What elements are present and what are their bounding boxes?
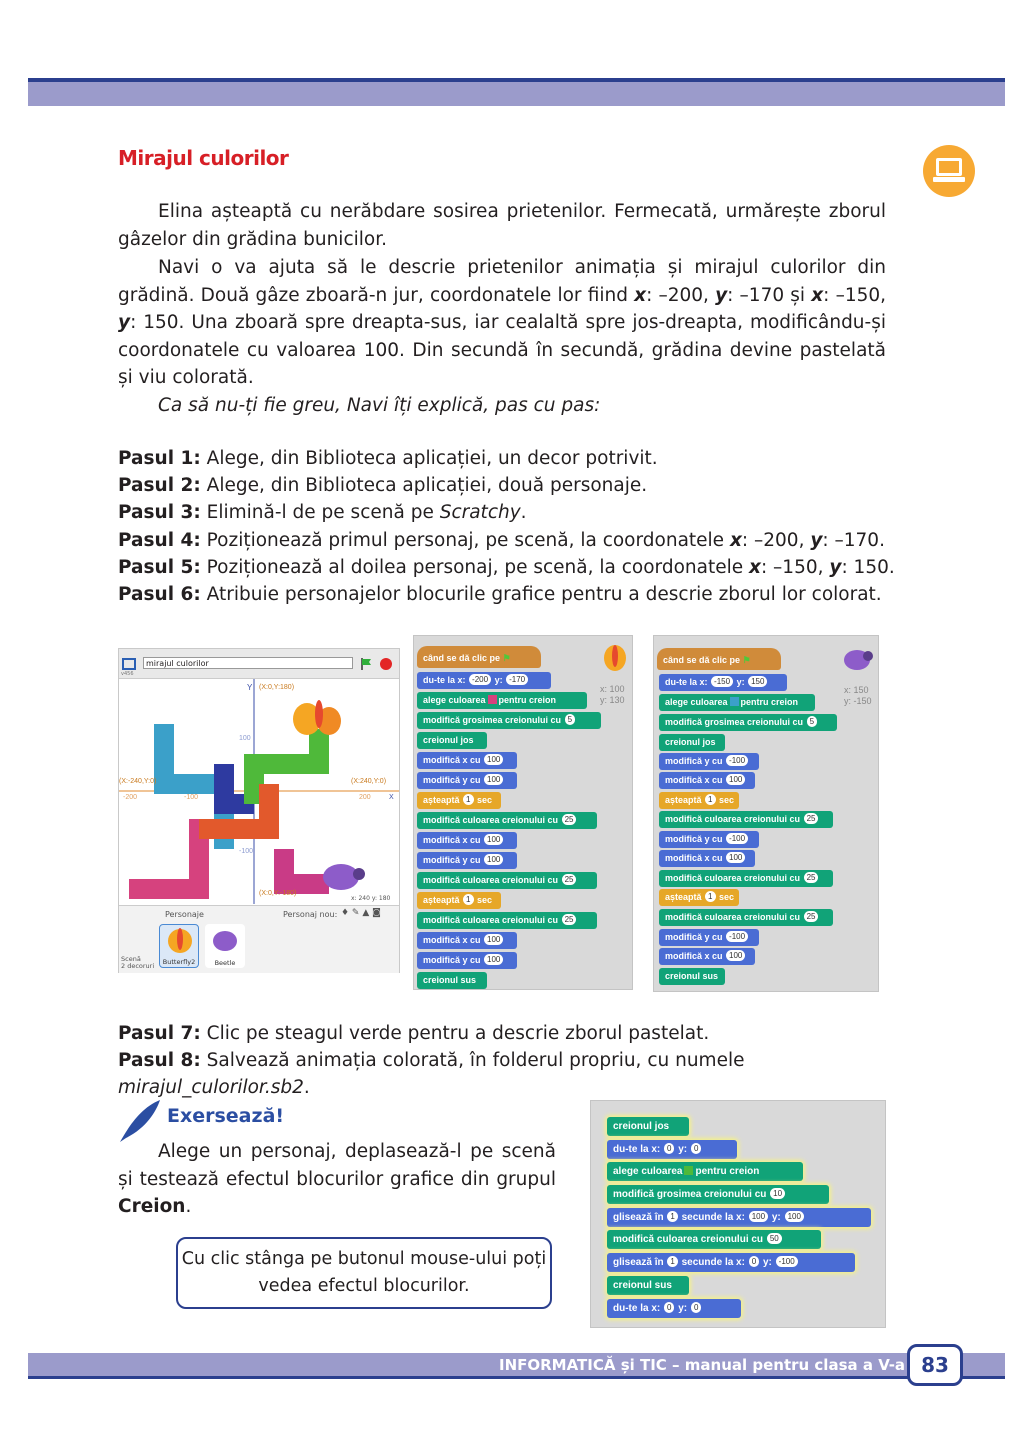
change-pen-color-block[interactable]: modifică culoarea creionului cu 25: [659, 811, 833, 828]
sprite-x: x: 100: [600, 684, 625, 694]
change-x-block[interactable]: modifică x cu 100: [417, 752, 517, 769]
coord-bottom: (X:0,Y:-180): [259, 890, 297, 897]
change-pen-color-block[interactable]: modifică culoarea creionului cu 25: [417, 912, 597, 929]
coord-left: (X:-240,Y:0): [119, 778, 157, 785]
computer-icon: [923, 145, 975, 197]
change-y-block[interactable]: modifică y cu -100: [659, 929, 759, 946]
page-number: 83: [907, 1344, 963, 1386]
step-6: Pasul 6: Atribuie personajelor blocurile grafice pentru a descrie zborul lor colorat.: [118, 584, 882, 606]
tick-y-100: 100: [239, 735, 251, 742]
pen-up-block[interactable]: creionul sus: [417, 972, 487, 989]
step-8: Pasul 8: Salvează animația colorată, în folderul propriu, cu numele mirajul_culorilor.sb2.: [118, 1050, 745, 1099]
change-y-block[interactable]: modifică y cu 100: [417, 772, 517, 789]
change-x-block[interactable]: modifică x cu 100: [659, 772, 755, 789]
step-4: Pasul 4: Poziționează primul personaj, pe scenă, la coordonatele x: –200, y: –170.: [118, 529, 885, 551]
intro-paragraph-2: Navi o va ajuta să le descrie prietenilor animația și mirajul culorilor din grădină. Două gâze zboară-n jur, coordonatele lor fiind x: –200, y: –170 și x: –150, y: 150. Una zboară spre dreapta-sus, iar cealaltă spre jos-dreapta, modificându-și coordonatele cu valoarea 100. Din secundă în secundă, grădina devine pastelată și viu colorată.: [118, 257, 887, 388]
intro-paragraph-1: Elina așteaptă cu nerăbdare sosirea prietenilor. Fermecată, urmărește zborul gâzelor din grădina bunicilor.: [118, 201, 886, 250]
change-pen-color-block[interactable]: modifică culoarea creionului cu 25: [659, 870, 833, 887]
exercise-text: Alege un personaj, deplasează-l pe scenă și testează efectul blocurilor grafice din grupul Creion.: [118, 1141, 556, 1217]
axis-y-label: Y: [247, 683, 253, 692]
tick-x-200: 200: [359, 794, 371, 801]
goto-block[interactable]: du-te la x: 0 y: 0: [607, 1299, 741, 1318]
change-y-block[interactable]: modifică y cu -100: [659, 831, 759, 848]
sprites-title: Personaje: [165, 910, 204, 919]
steps-list-1: [118, 445, 898, 608]
green-flag-icon[interactable]: [359, 657, 373, 671]
step-2: Pasul 2: Alege, din Biblioteca aplicației, două personaje.: [118, 475, 648, 497]
sprite-y: y: -150: [844, 696, 872, 706]
set-pen-color-block[interactable]: alege culoarea pentru creion: [659, 694, 815, 711]
change-y-block[interactable]: modifică y cu 100: [417, 852, 517, 869]
when-flag-clicked-block[interactable]: când se dă clic pe ⚑: [417, 646, 541, 668]
beetle-sprite: [323, 864, 365, 890]
change-y-block[interactable]: modifică y cu -100: [659, 753, 759, 770]
goto-block[interactable]: du-te la x: 0 y: 0: [607, 1140, 737, 1159]
goto-block[interactable]: du-te la x: -150 y: 150: [659, 674, 787, 691]
glide-block[interactable]: glisează în 1 secunde la x: 100 y: 100: [607, 1208, 871, 1227]
step-7: Pasul 7: Clic pe steagul verde pentru a descrie zborul pastelat.: [118, 1023, 710, 1044]
glide-block[interactable]: glisează în 1 secunde la x: 0 y: -100: [607, 1253, 855, 1272]
tick-y-n100: -100: [239, 848, 254, 855]
stage-canvas[interactable]: [119, 679, 399, 904]
scene-label[interactable]: Scenă 2 decoruri: [121, 955, 155, 970]
beetle-icon: [840, 642, 874, 676]
change-pen-color-block[interactable]: modifică culoarea creionului cu 50: [607, 1230, 821, 1249]
change-pen-color-block[interactable]: modifică culoarea creionului cu 25: [417, 812, 597, 829]
scratch-stage: [118, 648, 400, 973]
butterfly-icon: [600, 640, 630, 676]
tick-x-n100: -100: [184, 794, 199, 801]
step-3: Pasul 3: Elimină-l de pe scenă pe Scratchy.: [118, 502, 527, 524]
pen-up-block[interactable]: creionul sus: [659, 968, 725, 985]
project-name-input[interactable]: mirajul culorilor: [143, 657, 353, 669]
footer-text: INFORMATICĂ și TIC – manual pentru clasa a V-a: [499, 1356, 906, 1374]
pen-down-block[interactable]: creionul jos: [417, 732, 487, 749]
tick-x-n200: -200: [123, 794, 138, 801]
mouse-coordinates: x: 240 y: 180: [351, 895, 391, 902]
sprite-x: x: 150: [844, 685, 869, 695]
butterfly-sprite: [293, 700, 341, 735]
script-panel-butterfly: [413, 635, 633, 990]
new-sprite-label: Personaj nou:: [283, 910, 338, 919]
change-pen-size-block[interactable]: modifică grosimea creionului cu 10: [607, 1185, 829, 1204]
stage-toolbar: [119, 649, 399, 679]
sprite-thumb-beetle[interactable]: Beetle: [205, 924, 245, 968]
exercise-title: Exersează!: [167, 1105, 285, 1127]
change-pen-size-block[interactable]: modifică grosimea creionului cu 5: [417, 712, 601, 729]
set-pen-color-block[interactable]: alege culoarea pentru creion: [607, 1162, 803, 1181]
exercise-script-panel: [590, 1100, 886, 1328]
wait-block[interactable]: așteaptă 1 sec: [659, 889, 739, 906]
steps-list-2: [118, 1020, 898, 1102]
axis-x-label: X: [389, 794, 394, 801]
set-pen-color-block[interactable]: alege culoarea pentru creion: [417, 692, 587, 709]
change-x-block[interactable]: modifică x cu 100: [659, 850, 755, 867]
coord-right: (X:240,Y:0): [351, 778, 387, 785]
wait-block[interactable]: așteaptă 1 sec: [417, 792, 501, 809]
goto-block[interactable]: du-te la x: -200 y: -170: [417, 672, 551, 689]
change-pen-size-block[interactable]: modifică grosimea creionului cu 5: [659, 714, 837, 731]
pen-down-block[interactable]: creionul jos: [659, 734, 725, 751]
new-sprite-icons[interactable]: ♦ ✎ ▲ ◙: [341, 908, 381, 918]
step-5: Pasul 5: Poziționează al doilea personaj, pe scenă, la coordonatele x: –150, y: 150.: [118, 556, 895, 578]
stop-icon[interactable]: [379, 657, 393, 671]
change-x-block[interactable]: modifică x cu 100: [417, 832, 517, 849]
change-y-block[interactable]: modifică y cu 100: [417, 952, 517, 969]
header-band: [28, 78, 1005, 106]
sprite-thumb-butterfly[interactable]: Butterfly2: [159, 924, 199, 968]
change-x-block[interactable]: modifică x cu 100: [659, 948, 755, 965]
version-label: v456: [121, 671, 134, 677]
pen-down-block[interactable]: creionul jos: [607, 1117, 689, 1136]
step-1: Pasul 1: Alege, din Biblioteca aplicației, un decor potrivit.: [118, 448, 658, 469]
when-flag-clicked-block[interactable]: când se dă clic pe ⚑: [657, 648, 781, 670]
lesson-title: Mirajul culorilor: [118, 146, 289, 170]
change-pen-color-block[interactable]: modifică culoarea creionului cu 25: [659, 909, 833, 926]
sprite-y: y: 130: [600, 695, 625, 705]
fullscreen-icon[interactable]: [122, 658, 136, 670]
wait-block[interactable]: așteaptă 1 sec: [659, 792, 739, 809]
pen-up-block[interactable]: creionul sus: [607, 1276, 689, 1295]
wait-block[interactable]: așteaptă 1 sec: [417, 892, 501, 909]
change-x-block[interactable]: modifică x cu 100: [417, 932, 517, 949]
change-pen-color-block[interactable]: modifică culoarea creionului cu 25: [417, 872, 597, 889]
coord-top: (X:0,Y:180): [259, 684, 295, 691]
tip-box: Cu clic stânga pe butonul mouse-ului poți vedea efectul blocurilor.: [176, 1237, 552, 1309]
script-panel-beetle: [653, 635, 879, 992]
intro-paragraph-3: Ca să nu-ți fie greu, Navi îți explică, pas cu pas:: [158, 395, 601, 416]
sprite-pane: [119, 905, 399, 973]
